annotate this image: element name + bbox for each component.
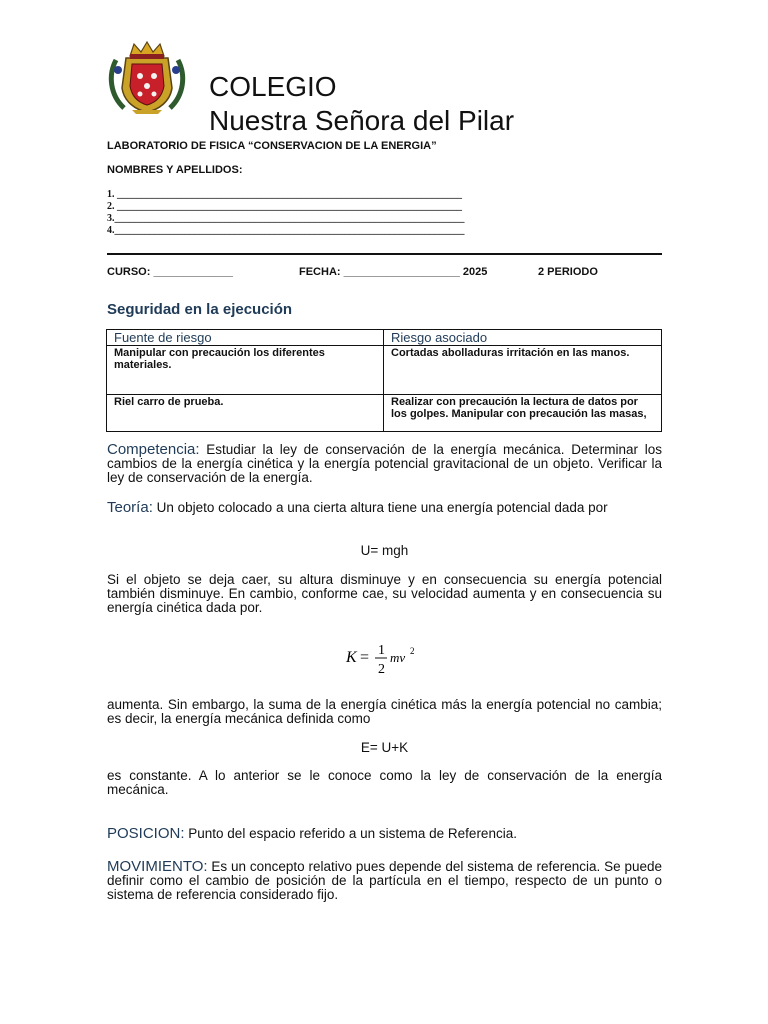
formula-k-lhs: K [346,649,357,666]
table-row [107,395,662,432]
period-label: 2 PERIODO [538,266,598,278]
posicion-paragraph [107,827,662,841]
table-header-row [107,330,662,346]
school-title-line2: Nuestra Señora del Pilar [209,105,515,136]
formula-k-rhs: mv [390,650,406,665]
teoria-paragraph-4: es constante. A lo anterior se le conoce como la ley de conservación de la energía mecánica. [107,768,662,797]
formula-potential: U= mgh [360,543,409,558]
names-label: NOMBRES Y APELLIDOS: [107,164,243,176]
safety-title: Seguridad en la ejecución [107,301,293,318]
table-cell: Cortadas abolladuras irritación en las manos. [384,346,662,395]
coat-of-arms-icon [106,40,188,115]
column-header: Riesgo asociado [384,330,662,346]
column-header: Fuente de riesgo [107,330,384,346]
formula-energy: E= U+K [360,740,409,755]
table-cell: Realizar con precaución la lectura de datos por los golpes. Manipular con precaución las masas, [384,395,662,432]
formula-k-den: 2 [378,662,385,677]
competencia-paragraph [107,443,662,485]
name-line-1: 1. _____________________________________________________________________ [107,189,462,200]
divider [107,253,662,255]
formula-k-eq: = [360,649,370,666]
table-row [107,346,662,395]
movimiento-text: Es un concepto relativo pues depende del sistema de referencia. Se puede definir como el cambio de posición de la partícula en el tiempo, respecto de un punto o sistema de referencia considerado fijo. [107,859,662,902]
lab-title: LABORATORIO DE FISICA “CONSERVACION DE LA ENERGIA” [107,140,437,152]
table-cell: Manipular con precaución los diferentes materiales. [107,346,384,395]
table-cell: Riel carro de prueba. [107,395,384,432]
competencia-text: Estudiar la ley de conservación de la energía mecánica. Determinar los cambios de la energía cinética y la energía potencial gravitacional de un objeto. Verificar la ley de conservación de la energía. [107,442,662,485]
name-line-3: 3.______________________________________________________________________ [107,213,465,224]
teoria-heading: Teoría: [107,499,153,516]
formula-kinetic [344,640,424,680]
risk-table [106,329,662,432]
formula-k-num: 1 [378,643,385,658]
competencia-heading: Competencia: [107,441,200,458]
teoria-paragraph [107,501,662,515]
posicion-heading: POSICION: [107,825,185,842]
date-field: FECHA: ___________________ 2025 [299,266,488,278]
posicion-text: Punto del espacio referido a un sistema de Referencia. [184,826,517,841]
school-title-line1: COLEGIO [209,71,337,102]
teoria-paragraph-2: Si el objeto se deja caer, su altura disminuye y en consecuencia su energía potencial también disminuye. En cambio, conforme cae, su velocidad aumenta y en consecuencia su energía cinética dada por. [107,572,662,615]
teoria-text: Un objeto colocado a una cierta altura tiene una energía potencial dada por [152,500,608,515]
course-field: CURSO: _____________ [107,266,233,278]
name-line-2: 2. _____________________________________________________________________ [107,201,462,212]
formula-k-exp: 2 [410,646,415,656]
movimiento-paragraph [107,860,662,902]
name-line-4: 4.______________________________________________________________________ [107,225,465,236]
teoria-paragraph-3: aumenta. Sin embargo, la suma de la energía cinética más la energía potencial no cambia; es decir, la energía mecánica definida como [107,697,662,726]
movimiento-heading: MOVIMIENTO: [107,858,208,875]
